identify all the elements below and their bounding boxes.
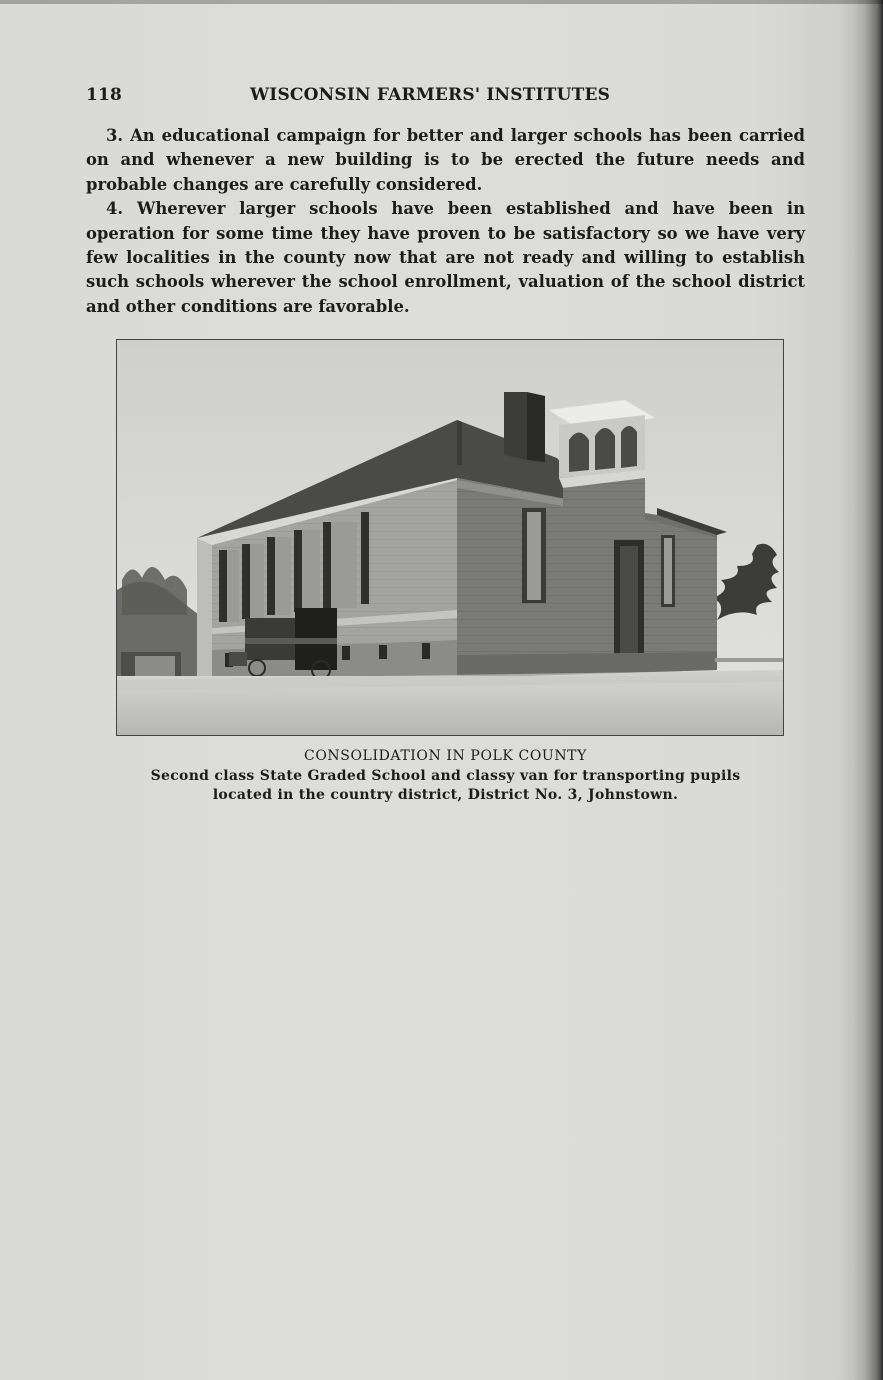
caption-line-1: Second class State Graded School and classy van for transporting pupils: [150, 767, 741, 784]
caption-line-2: located in the country district, District No. 3, Johnstown.: [212, 787, 679, 803]
body-text: [86, 124, 805, 319]
top-edge-shadow: [0, 0, 883, 4]
figure-caption: [86, 747, 805, 806]
page-gutter-shadow: [853, 0, 883, 1380]
running-title: WISCONSIN FARMERS' INSTITUTES: [250, 85, 611, 105]
page-number: 118: [86, 85, 123, 105]
school-photograph: [116, 339, 784, 736]
paragraph-3: 3. An educational campaign for better and larger schools has been carried on and whenever a new building is to be erected the future needs and probable changes are carefully considered.: [86, 126, 805, 194]
school-building-image: [117, 340, 783, 735]
caption-title: CONSOLIDATION IN POLK COUNTY: [304, 748, 587, 764]
paragraph-4: 4. Wherever larger schools have been established and have been in operation for some time they have proven to be satisfactory so we have very few localities in the county now that are not ready and willing to establish such schools wherever the school enrollment, valuation of the school district and other conditions are favorable.: [86, 199, 805, 316]
running-header: [86, 85, 804, 109]
